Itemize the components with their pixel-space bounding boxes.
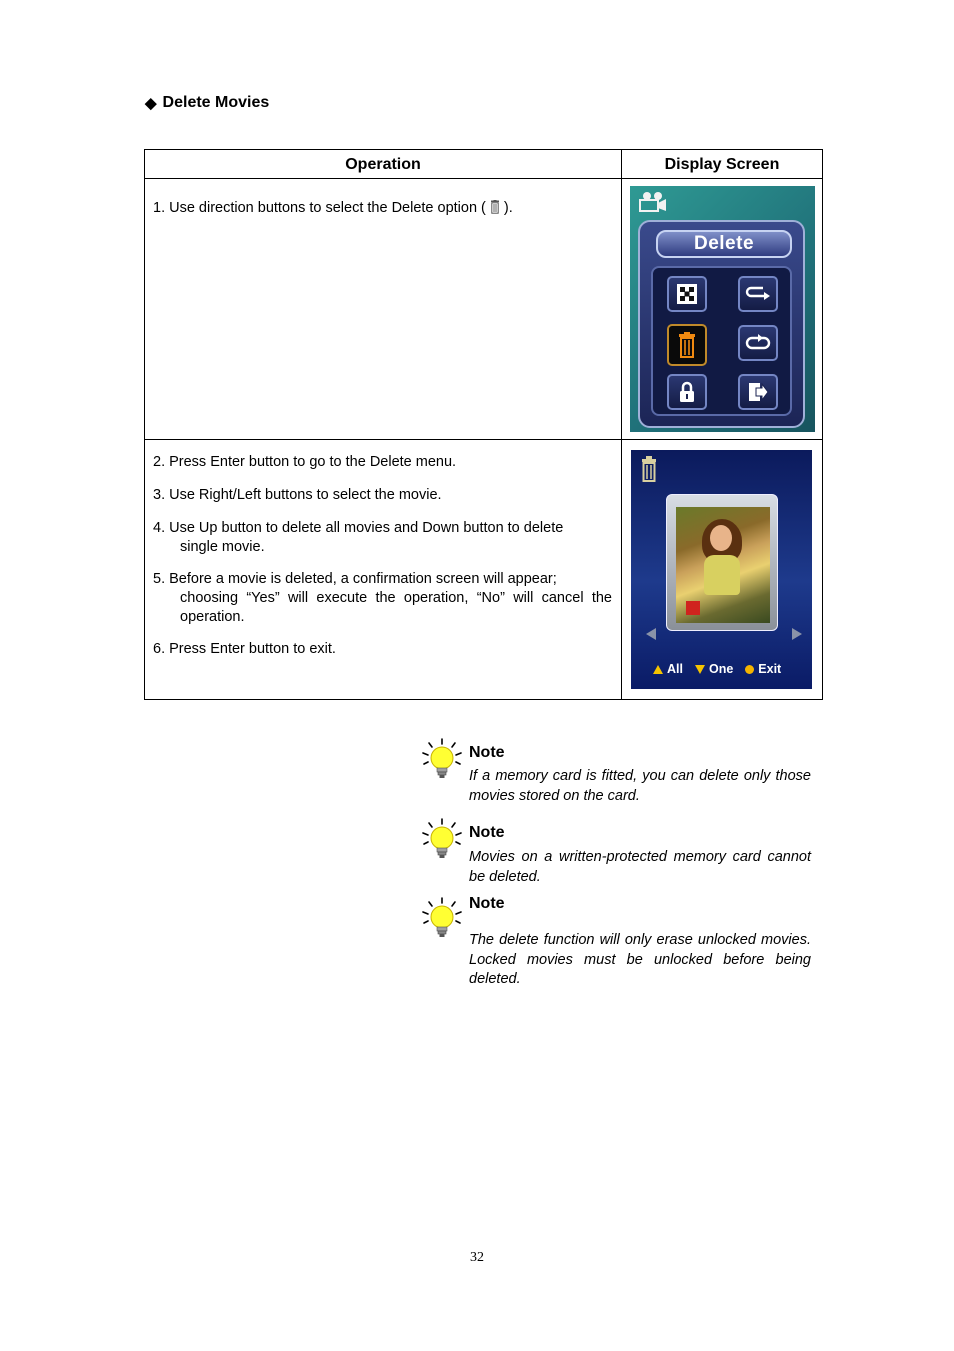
up-arrow-icon	[653, 665, 663, 674]
enter-button-icon	[745, 665, 754, 674]
section-heading	[145, 94, 269, 112]
legend-exit: Exit	[758, 662, 782, 676]
delete-preview-screen	[631, 450, 812, 689]
exit-icon	[738, 374, 778, 410]
note-text: If a memory card is fitted, you can delete only those movies stored on the card.	[469, 768, 811, 804]
trash-icon	[667, 324, 707, 366]
button-legend	[653, 662, 781, 676]
right-arrow-icon	[792, 628, 802, 640]
delete-menu	[638, 220, 805, 428]
steps-list	[153, 453, 612, 659]
legend-all: All	[667, 662, 683, 676]
page-number: 32	[470, 1250, 484, 1265]
note-text: The delete function will only erase unlocked movies. Locked movies must be unlocked before being deleted.	[469, 932, 811, 987]
note-title: Note	[469, 824, 505, 841]
delete-menu-title: Delete	[656, 230, 792, 258]
note-title: Note	[469, 744, 505, 761]
section-title: Delete Movies	[162, 94, 270, 111]
movie-camera-icon	[638, 191, 674, 218]
trash-icon	[490, 200, 500, 220]
step-1: 1. Use direction buttons to select the Delete option ( ).	[153, 199, 613, 220]
legend-one: One	[708, 662, 734, 676]
step-5: 5. Before a movie is deleted, a confirmation screen will appear; choosing “Yes” will execute the operation, “No” will cancel the operation.	[153, 571, 612, 625]
lightbulb-icon	[420, 818, 466, 867]
trash-icon	[641, 456, 657, 487]
down-arrow-icon	[695, 665, 705, 674]
lightbulb-icon	[420, 738, 466, 787]
movie-indicator-icon	[686, 601, 700, 615]
step-6: 6. Press Enter button to exit.	[153, 641, 336, 657]
lightbulb-icon	[420, 897, 466, 946]
movie-thumbnail	[666, 494, 778, 631]
delete-menu-screen	[630, 186, 815, 432]
left-arrow-icon	[646, 628, 656, 640]
lock-icon	[667, 374, 707, 410]
diamond-bullet-icon: ◆	[145, 95, 157, 112]
header-display-screen: Display Screen	[664, 156, 780, 173]
step-3: 3. Use Right/Left buttons to select the movie.	[153, 487, 442, 503]
header-operation: Operation	[345, 156, 421, 173]
repeat-one-icon	[738, 276, 778, 312]
note-title: Note	[469, 895, 505, 912]
operation-table	[144, 149, 823, 700]
step-4: 4. Use Up button to delete all movies and Down button to delete single movie.	[153, 520, 564, 555]
note-text: Movies on a written-protected memory card cannot be deleted.	[469, 849, 811, 885]
step-2: 2. Press Enter button to go to the Delete menu.	[153, 454, 457, 470]
repeat-all-icon	[738, 325, 778, 361]
movie-photo	[676, 507, 770, 623]
thumbnail-icon	[667, 276, 707, 312]
